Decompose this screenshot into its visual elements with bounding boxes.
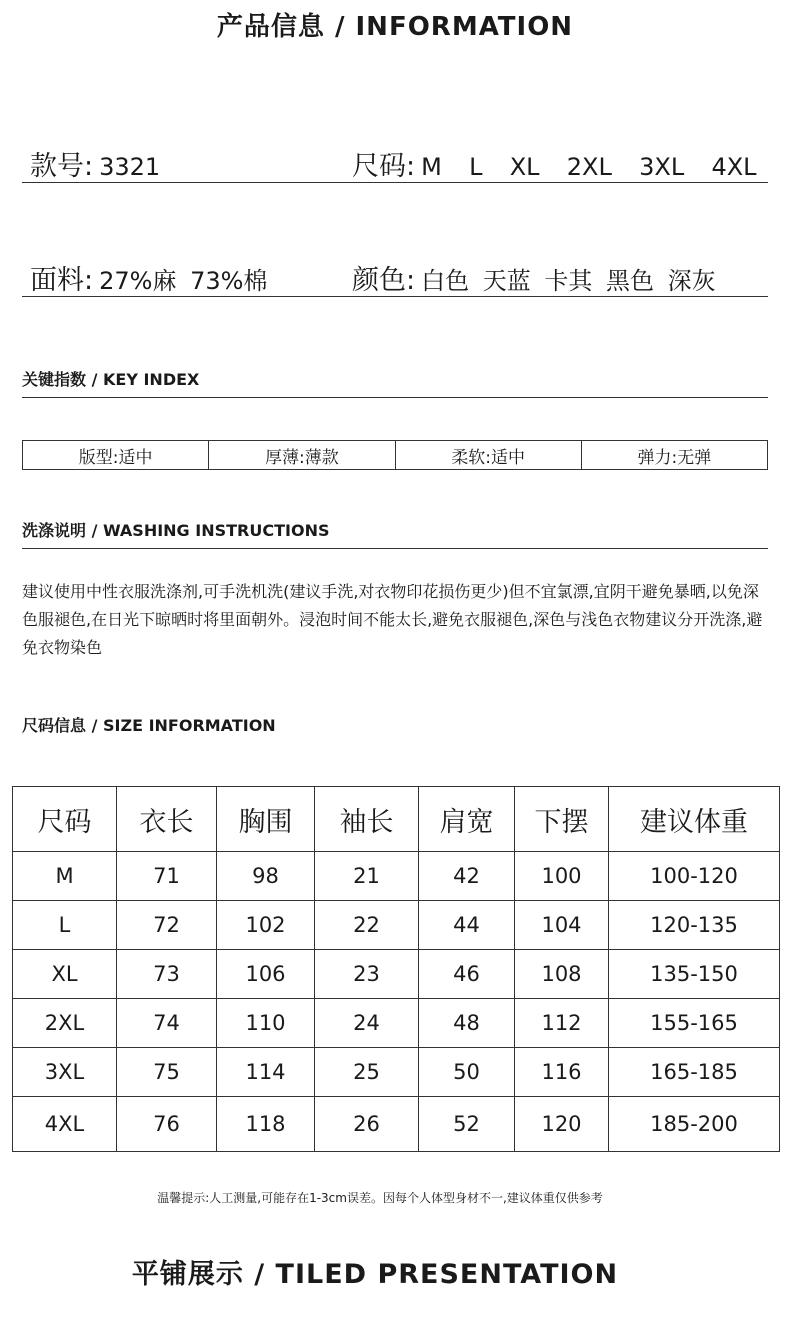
key-index-elasticity: 弹力:无弹 bbox=[637, 447, 712, 468]
size-values: M L XL 2XL 3XL 4XL bbox=[421, 153, 757, 181]
tiled-presentation-title: 平铺展示 / TILED PRESENTATION bbox=[131, 1259, 619, 1290]
table-cell: 71 bbox=[117, 852, 217, 901]
table-cell: 165-185 bbox=[609, 1048, 780, 1097]
table-cell: 42 bbox=[419, 852, 515, 901]
table-cell: 75 bbox=[117, 1048, 217, 1097]
table-cell: 106 bbox=[217, 950, 315, 999]
size-info-heading: 尺码信息 / SIZE INFORMATION bbox=[22, 716, 276, 735]
color-label: 颜色: bbox=[352, 265, 416, 296]
column-header: 尺码 bbox=[13, 787, 117, 852]
key-index-fit: 版型:适中 bbox=[23, 441, 209, 469]
table-row bbox=[13, 1048, 780, 1097]
washing-heading: 洗涤说明 / WASHING INSTRUCTIONS bbox=[22, 521, 330, 540]
table-cell: 23 bbox=[315, 950, 419, 999]
style-number-value: 3321 bbox=[99, 153, 161, 181]
table-cell: 114 bbox=[217, 1048, 315, 1097]
table-row bbox=[13, 950, 780, 999]
table-cell: L bbox=[13, 901, 117, 950]
table-cell: 48 bbox=[419, 999, 515, 1048]
table-row bbox=[13, 852, 780, 901]
table-cell: 100 bbox=[515, 852, 609, 901]
key-index-heading: 关键指数 / KEY INDEX bbox=[22, 370, 200, 389]
table-cell: 46 bbox=[419, 950, 515, 999]
style-number bbox=[30, 144, 160, 183]
table-cell: 72 bbox=[117, 901, 217, 950]
table-cell: 26 bbox=[315, 1097, 419, 1152]
table-cell: 135-150 bbox=[609, 950, 780, 999]
table-cell: 104 bbox=[515, 901, 609, 950]
column-header: 下摆 bbox=[515, 787, 609, 852]
key-index-thickness: 厚薄:薄款 bbox=[209, 441, 395, 469]
table-cell: 155-165 bbox=[609, 999, 780, 1048]
table-cell: 108 bbox=[515, 950, 609, 999]
fabric-value: 27%麻 73%棉 bbox=[99, 267, 268, 295]
table-row bbox=[13, 1097, 780, 1152]
column-header: 袖长 bbox=[315, 787, 419, 852]
table-row bbox=[13, 999, 780, 1048]
table-cell: 74 bbox=[117, 999, 217, 1048]
style-number-label: 款号: bbox=[30, 151, 94, 182]
table-cell: 120 bbox=[515, 1097, 609, 1152]
washing-text: 建议使用中性衣服洗涤剂,可手洗机洗(建议手洗,对衣物印花损伤更少)但不宜氯漂,宜阴干避免暴晒,以免深色服褪色,在日光下晾晒时将里面朝外。浸泡时间不能太长,避免衣服褪色,深色与浅色衣物建议分开洗涤,避免衣物染色 bbox=[22, 582, 763, 657]
table-cell: XL bbox=[13, 950, 117, 999]
fabric bbox=[30, 258, 267, 297]
spec-row-2 bbox=[22, 256, 768, 297]
size-label: 尺码: bbox=[352, 151, 416, 182]
column-header: 建议体重 bbox=[609, 787, 780, 852]
size-list bbox=[352, 144, 757, 183]
table-cell: 120-135 bbox=[609, 901, 780, 950]
key-index-heading-row bbox=[22, 367, 768, 398]
table-cell: 73 bbox=[117, 950, 217, 999]
table-cell: 44 bbox=[419, 901, 515, 950]
table-cell: 76 bbox=[117, 1097, 217, 1152]
table-cell: 2XL bbox=[13, 999, 117, 1048]
spec-row-1 bbox=[22, 142, 768, 183]
table-cell: 3XL bbox=[13, 1048, 117, 1097]
table-cell: 118 bbox=[217, 1097, 315, 1152]
table-cell: 116 bbox=[515, 1048, 609, 1097]
key-index-softness: 柔软:适中 bbox=[396, 441, 582, 469]
table-cell: 50 bbox=[419, 1048, 515, 1097]
size-table-header-row bbox=[13, 787, 780, 852]
table-cell: 24 bbox=[315, 999, 419, 1048]
table-cell: 22 bbox=[315, 901, 419, 950]
table-cell: 25 bbox=[315, 1048, 419, 1097]
measurement-note: 温馨提示:人工测量,可能存在1-3cm误差。因每个人体型身材不一,建议体重仅供参考 bbox=[157, 1191, 603, 1205]
column-header: 衣长 bbox=[117, 787, 217, 852]
color-values: 白色 天蓝 卡其 黑色 深灰 bbox=[421, 267, 716, 295]
table-row bbox=[13, 901, 780, 950]
table-cell: 110 bbox=[217, 999, 315, 1048]
table-cell: M bbox=[13, 852, 117, 901]
key-index-table bbox=[22, 440, 768, 470]
table-cell: 4XL bbox=[13, 1097, 117, 1152]
washing-heading-row bbox=[22, 518, 768, 549]
table-cell: 100-120 bbox=[609, 852, 780, 901]
column-header: 胸围 bbox=[217, 787, 315, 852]
color-list bbox=[352, 258, 716, 297]
size-table bbox=[12, 786, 780, 1152]
table-cell: 102 bbox=[217, 901, 315, 950]
table-cell: 185-200 bbox=[609, 1097, 780, 1152]
column-header: 肩宽 bbox=[419, 787, 515, 852]
fabric-label: 面料: bbox=[30, 265, 94, 296]
table-cell: 98 bbox=[217, 852, 315, 901]
table-cell: 52 bbox=[419, 1097, 515, 1152]
page-title: 产品信息 / INFORMATION bbox=[216, 12, 574, 42]
table-cell: 21 bbox=[315, 852, 419, 901]
table-cell: 112 bbox=[515, 999, 609, 1048]
